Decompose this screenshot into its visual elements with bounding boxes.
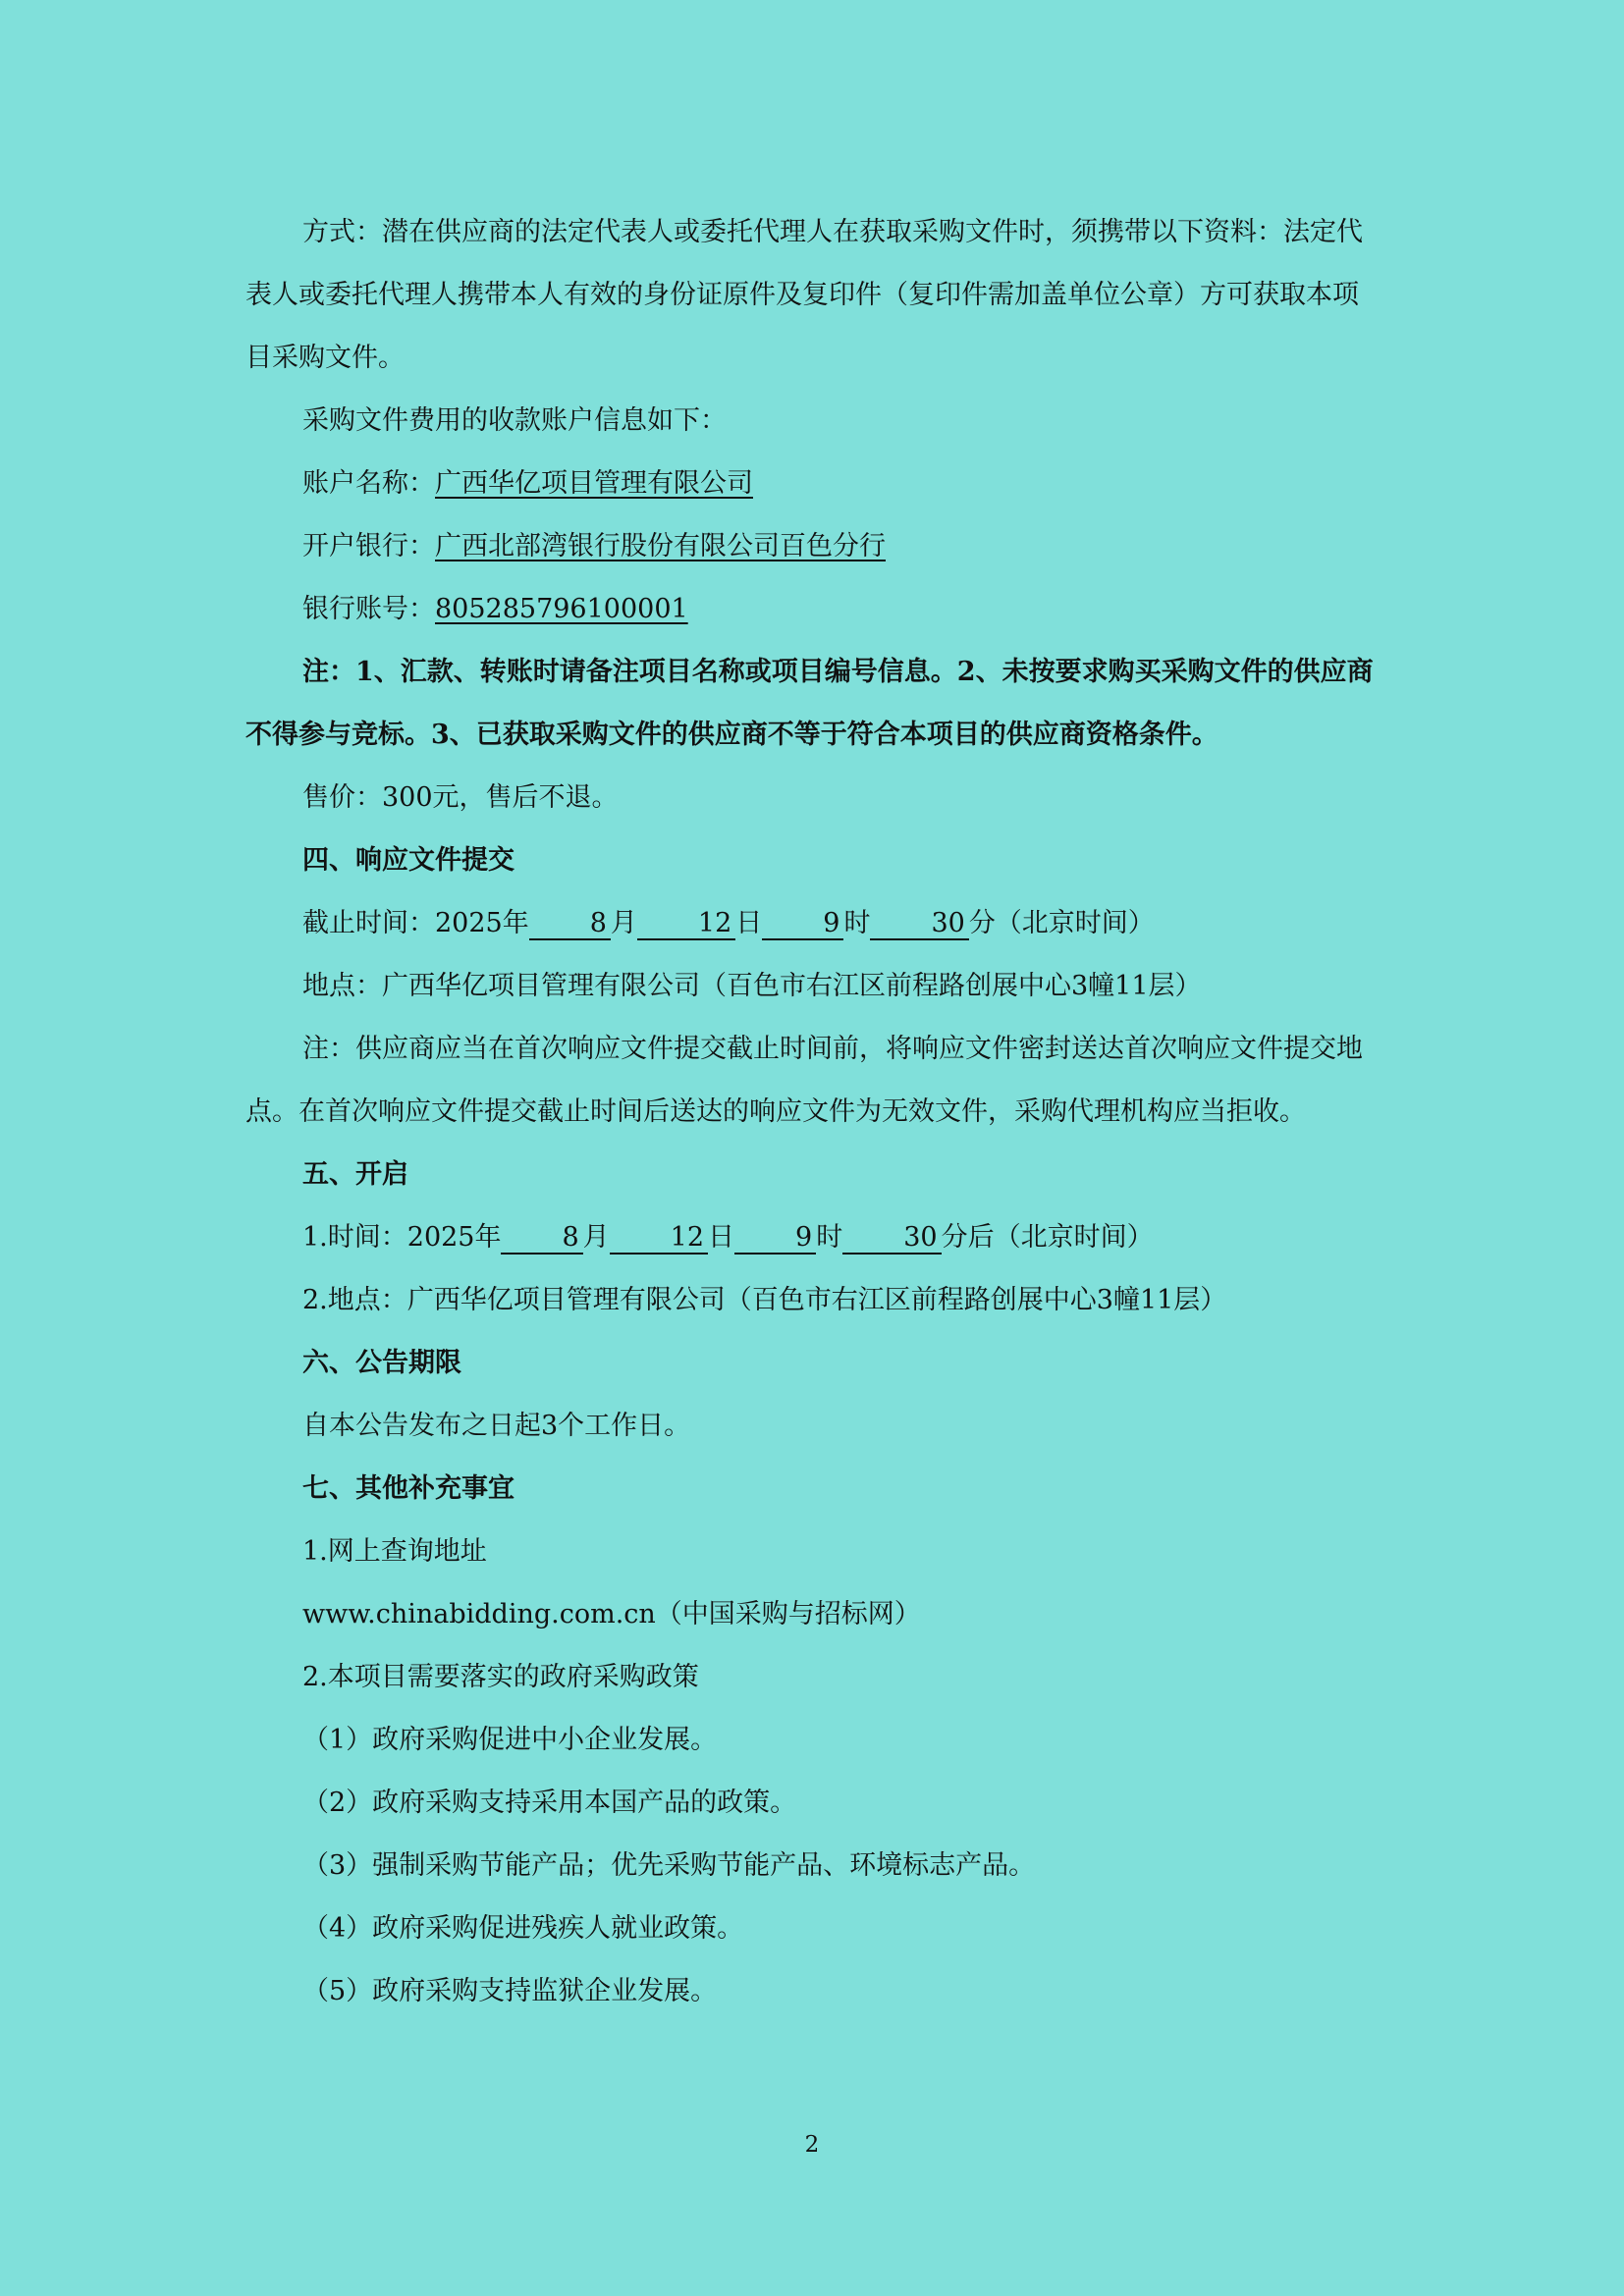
opening-time-prefix: 1.时间：2025年 [302, 1222, 502, 1253]
deadline-month: 8 [529, 909, 611, 940]
account-name-line [245, 453, 1380, 515]
bank-value: 广西北部湾银行股份有限公司百色分行 [435, 531, 886, 561]
deadline-prefix: 截止时间：2025年 [302, 908, 529, 938]
deadline-hour: 9 [762, 909, 843, 940]
policy-item: （2）政府采购支持采用本国产品的政策。 [302, 1788, 797, 1818]
policy-item: （3）强制采购节能产品；优先采购节能产品、环境标志产品。 [302, 1850, 1036, 1881]
website-line: www.chinabidding.com.cn（中国采购与招标网） [302, 1599, 921, 1629]
policy-item: （5）政府采购支持监狱企业发展。 [302, 1976, 718, 2006]
online-query-item: 1.网上查询地址 [302, 1536, 487, 1567]
policy-item: （1）政府采购促进中小企业发展。 [302, 1725, 718, 1755]
page-number: 2 [804, 2132, 820, 2158]
submission-location: 地点：广西华亿项目管理有限公司（百色市右江区前程路创展中心3幢11层） [302, 971, 1202, 1001]
opening-day-unit: 日 [708, 1222, 735, 1253]
opening-minute-suffix: 分后（北京时间） [941, 1222, 1154, 1253]
opening-time-line [245, 1206, 1380, 1269]
opening-month: 8 [501, 1223, 582, 1255]
acquisition-method-paragraph: 方式：潜在供应商的法定代表人或委托代理人在获取采购文件时，须携带以下资料：法定代表人或委托代理人携带本人有效的身份证原件及复印件（复印件需加盖单位公章）方可获取本项目采购文件。 [245, 217, 1363, 373]
deadline-minute-suffix: 分（北京时间） [968, 908, 1155, 938]
account-number-value: 805285796100001 [435, 594, 688, 624]
document-page [245, 201, 1380, 2023]
announcement-period: 自本公告发布之日起3个工作日。 [302, 1411, 691, 1441]
deadline-minute: 30 [870, 909, 968, 940]
opening-hour-unit: 时 [816, 1222, 843, 1253]
policy-item: （4）政府采购促进残疾人就业政策。 [302, 1913, 744, 1944]
bank-label: 开户银行： [302, 531, 435, 561]
deadline-day: 12 [637, 909, 735, 940]
account-name-value: 广西华亿项目管理有限公司 [435, 468, 753, 499]
fee-account-intro: 采购文件费用的收款账户信息如下： [302, 405, 727, 436]
account-number-line [245, 578, 1380, 641]
opening-minute: 30 [842, 1223, 941, 1255]
submission-deadline-line [245, 892, 1380, 955]
bank-line [245, 515, 1380, 578]
deadline-hour-unit: 时 [843, 908, 871, 938]
opening-month-unit: 月 [582, 1222, 610, 1253]
deadline-day-unit: 日 [735, 908, 763, 938]
deadline-month-unit: 月 [610, 908, 637, 938]
opening-location: 2.地点：广西华亿项目管理有限公司（百色市右江区前程路创展中心3幢11层） [302, 1285, 1227, 1315]
section-5-heading: 五、开启 [302, 1159, 408, 1190]
section-4-heading: 四、响应文件提交 [302, 845, 514, 876]
policy-heading-item: 2.本项目需要落实的政府采购政策 [302, 1662, 699, 1692]
opening-hour: 9 [734, 1223, 816, 1255]
opening-day: 12 [610, 1223, 708, 1255]
section-6-heading: 六、公告期限 [302, 1348, 461, 1378]
submission-note: 注：供应商应当在首次响应文件提交截止时间前，将响应文件密封送达首次响应文件提交地点。在首次响应文件提交截止时间后送达的响应文件为无效文件，采购代理机构应当拒收。 [245, 1034, 1363, 1127]
account-name-label: 账户名称： [302, 468, 435, 499]
account-number-label: 银行账号： [302, 594, 435, 624]
purchase-note: 注：1、汇款、转账时请备注项目名称或项目编号信息。2、未按要求购买采购文件的供应商不得参与竞标。3、已获取采购文件的供应商不等于符合本项目的供应商资格条件。 [245, 657, 1374, 750]
price-line: 售价：300元，售后不退。 [302, 782, 619, 813]
section-7-heading: 七、其他补充事宜 [302, 1473, 514, 1504]
